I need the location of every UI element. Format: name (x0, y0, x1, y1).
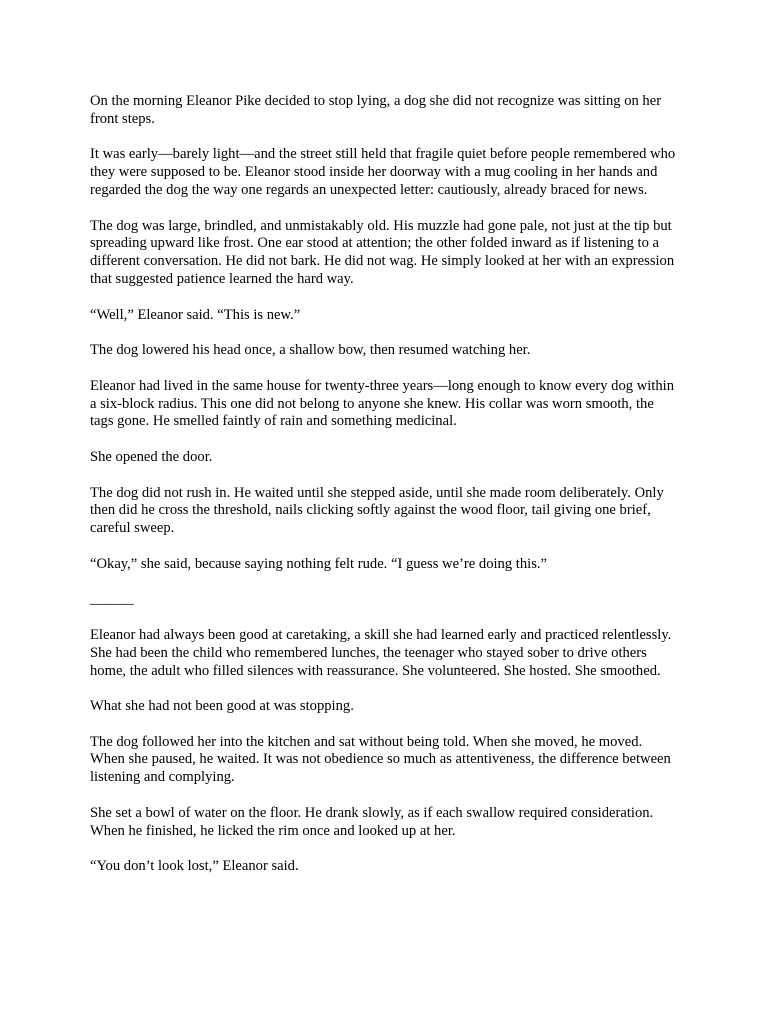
paragraph: It was early—barely light—and the street still held that fragile quiet before people remembered who they were supposed to be. Eleanor stood inside her doorway with a mug cooling in her hands and regarded the dog the way one regards an unexpected letter: cautiously, already braced for news. (90, 146, 676, 198)
paragraph: The dog did not rush in. He waited until she stepped aside, until she made room deliberately. Only then did he cross the threshold, nails clicking softly against the wood floor, tail giving one brief, careful sweep. (90, 484, 664, 537)
paragraph: Eleanor had always been good at caretaking, a skill she had learned early and practiced relentlessly. She had been the child who remembered lunches, the teenager who stayed sober to drive others home, the adult who filled silences with reassurance. She volunteered. She hosted. She smoothed. (90, 626, 672, 679)
paragraph: The dog was large, brindled, and unmistakably old. His muzzle had gone pale, not just at the tip but spreading upward like frost. One ear stood at attention; the other folded inward as if listening to a different conversation. He did not bark. He did not wag. He simply looked at her with an expression that suggested patience learned the hard way. (90, 217, 675, 287)
paragraph: “Okay,” she said, because saying nothing felt rude. “I guess we’re doing this.” (90, 555, 547, 572)
paragraph: “Well,” Eleanor said. “This is new.” (90, 306, 301, 323)
paragraph: The dog followed her into the kitchen and sat without being told. When she moved, he moved. When she paused, he waited. It was not obedience so much as attentiveness, the difference between listening and complying. (90, 733, 671, 786)
paragraph: What she had not been good at was stopping. (90, 698, 354, 715)
paragraph: On the morning Eleanor Pike decided to stop lying, a dog she did not recognize was sitting on her front steps. (90, 93, 662, 127)
paragraph: She set a bowl of water on the floor. He drank slowly, as if each swallow required consideration. When he finished, he licked the rim once and looked up at her. (90, 804, 654, 839)
paragraph: She opened the door. (90, 448, 213, 465)
paragraph: “You don’t look lost,” Eleanor said. (90, 858, 299, 875)
section-divider: ______ (90, 591, 134, 608)
paragraph: Eleanor had lived in the same house for twenty-three years—long enough to know every dog within a six-block radius. This one did not belong to anyone she knew. His collar was worn smooth, the tags gone. He smelled faintly of rain and something medicinal. (90, 377, 674, 430)
document-body (90, 93, 680, 894)
paragraph: The dog lowered his head once, a shallow bow, then resumed watching her. (90, 342, 531, 359)
